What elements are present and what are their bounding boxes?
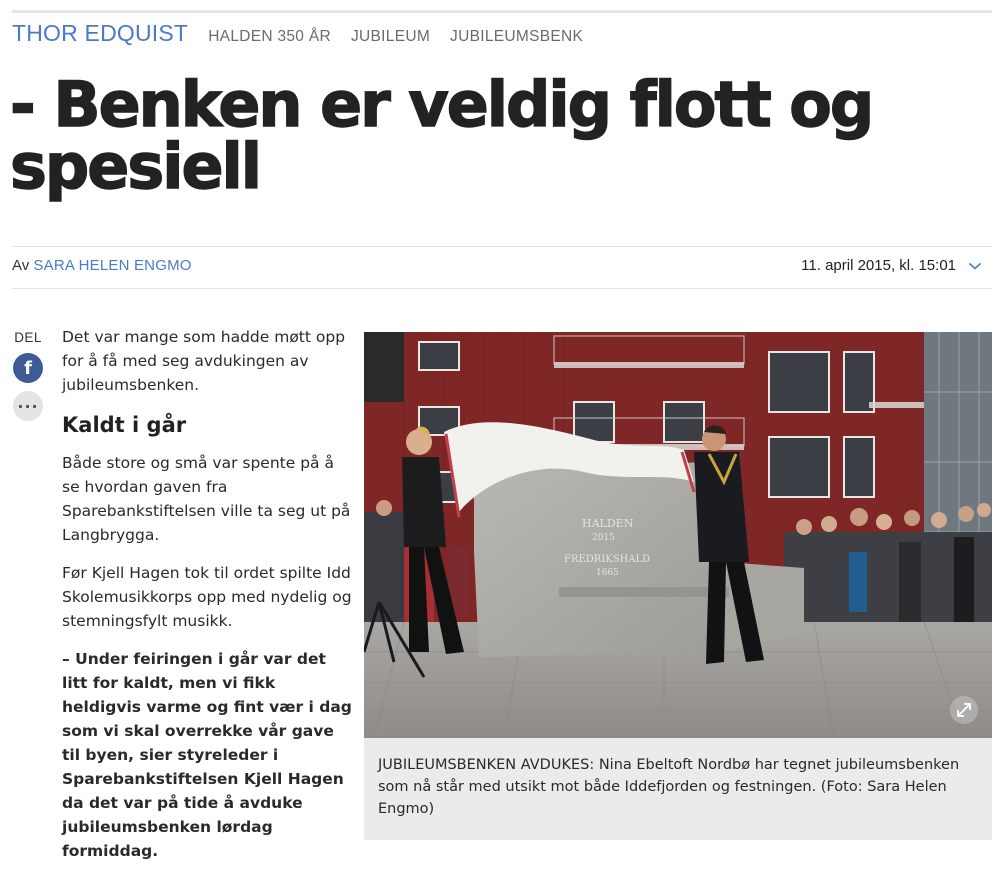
article-quote: – Under feiringen i går var det litt for kaldt, men vi fikk heldigvis varme og fint vær i dag som vi skal overrekke vår gave til byen, sier styreleder i Sparebankstiftelsen Kjell Hagen da det var på tide å avduke jubileumsbenken lørdag formiddag.	[62, 650, 352, 860]
share-label: DEL	[14, 330, 42, 345]
article-paragraph: Før Kjell Hagen tok til ordet spilte Idd Skolemusikkorps opp med nydelig og stemningsfylt musikk.	[62, 564, 352, 630]
chevron-down-icon	[968, 261, 982, 271]
author-link[interactable]: SARA HELEN ENGMO	[33, 257, 192, 274]
photo-caption: JUBILEUMSBENKEN AVDUKES: Nina Ebeltoft Nordbø har tegnet jubileumsbenken som nå står med utsikt mot både Iddefjorden og festningen. (Foto: Sara Helen Engmo)	[364, 738, 992, 840]
share-panel	[12, 330, 44, 421]
stone-engraving: FREDRIKSHALD	[564, 554, 651, 565]
article-intro: Det var mange som hadde møtt opp for å få med seg avdukingen av jubileumsbenken.	[62, 328, 346, 394]
tag-jubileum[interactable]: JUBILEUM	[350, 28, 431, 45]
article-body	[62, 325, 352, 877]
tag-thor-edquist[interactable]: THOR EDQUIST	[12, 20, 189, 46]
byline-divider-top	[12, 246, 992, 247]
more-share-button[interactable]	[13, 391, 43, 421]
article-subheading: Kaldt i går	[62, 413, 187, 437]
article-figure	[364, 332, 992, 840]
more-icon: ···	[17, 396, 39, 416]
tag-halden-350[interactable]: HALDEN 350 ÅR	[208, 28, 331, 45]
published-date-toggle[interactable]	[801, 257, 982, 274]
published-date: 11. april 2015, kl. 15:01	[801, 257, 956, 274]
tag-bar	[12, 20, 583, 50]
top-divider	[12, 10, 992, 13]
byline-divider-bottom	[12, 288, 992, 289]
facebook-icon: f	[24, 357, 32, 379]
tag-jubileumsbenk[interactable]: JUBILEUMSBENK	[450, 28, 584, 45]
article-paragraph: Både store og små var spente på å se hvordan gaven fra Sparebankstiftelsen ville ta seg ut på Langbrygga.	[62, 454, 351, 544]
byline	[12, 257, 192, 274]
stone-engraving: 2015	[592, 533, 615, 543]
byline-prefix: Av	[12, 257, 30, 274]
article-headline: - Benken er veldig flott og spesiell	[10, 68, 873, 203]
facebook-share-button[interactable]	[13, 353, 43, 383]
stone-engraving: 1665	[596, 568, 619, 578]
expand-icon[interactable]	[950, 696, 978, 724]
article-photo[interactable]	[364, 332, 992, 738]
stone-engraving: HALDEN	[582, 517, 634, 530]
